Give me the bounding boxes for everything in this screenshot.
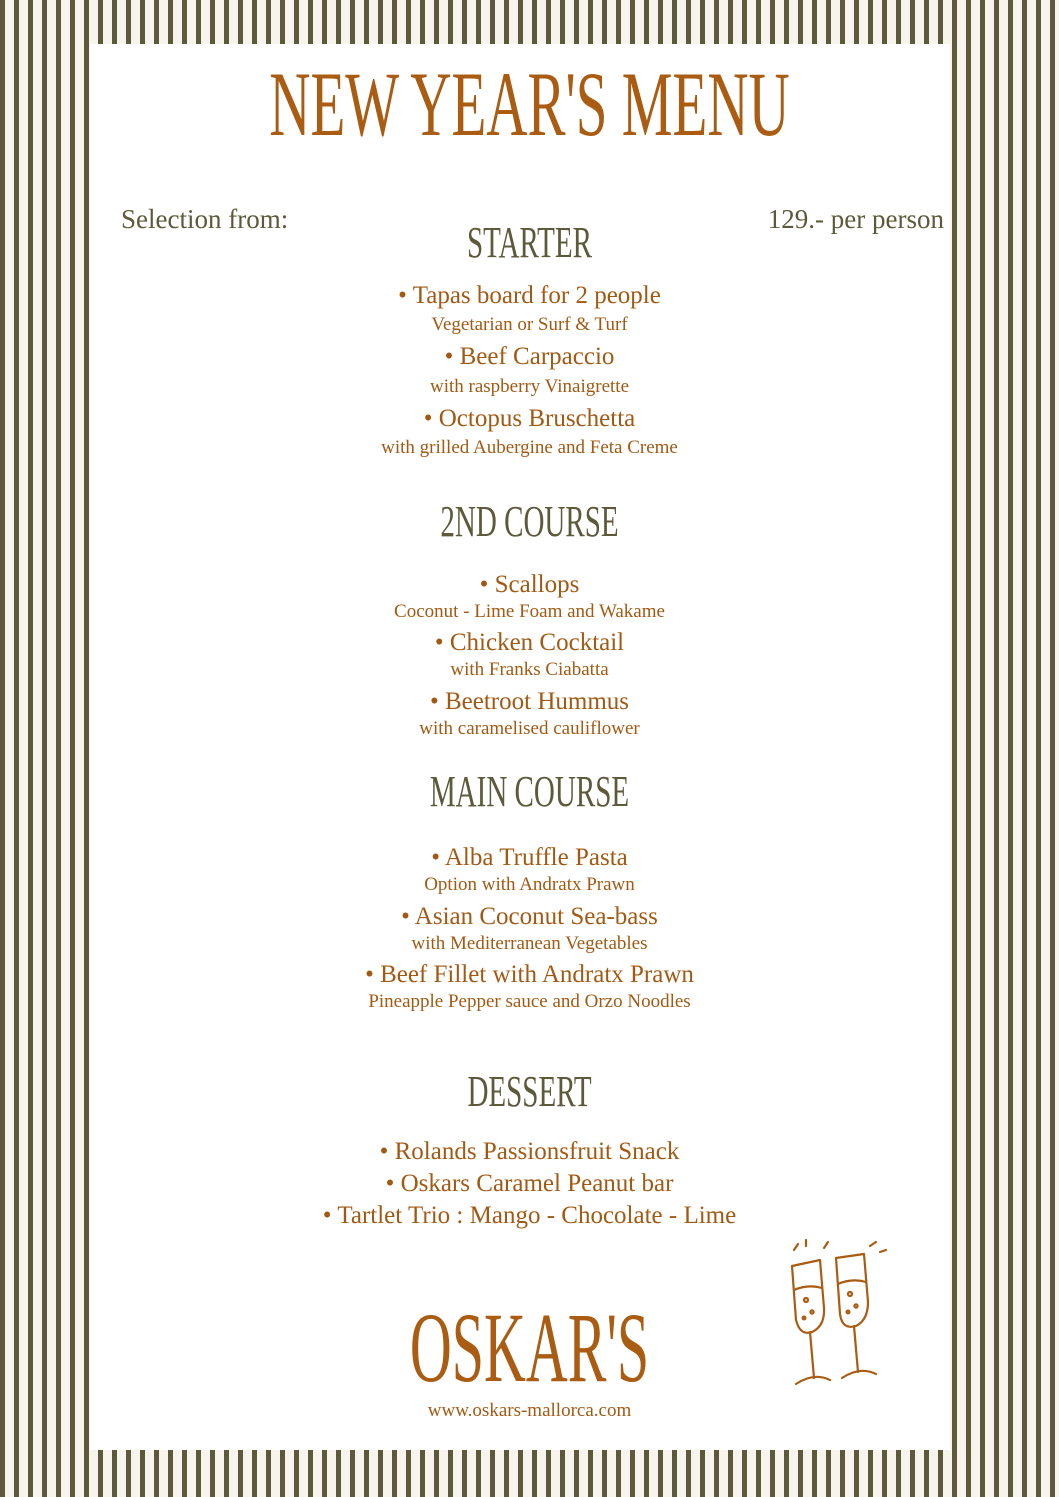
price-label: 129.- per person	[767, 204, 944, 234]
restaurant-logo: OSKAR'S	[409, 1292, 650, 1403]
menu-item: • Tartlet Trio : Mango - Chocolate - Lime	[322, 1202, 737, 1229]
menu-item: • Tapas board for 2 people	[398, 282, 661, 309]
section-heading-dessert: DESSERT	[467, 1067, 592, 1116]
menu-item-description: with grilled Aubergine and Feta Creme	[381, 437, 678, 458]
menu-item: • Octopus Bruschetta	[423, 405, 636, 432]
website-link[interactable]: www.oskars-mallorca.com	[427, 1400, 632, 1421]
menu-item: • Oskars Caramel Peanut bar	[385, 1170, 674, 1197]
menu-item-description: with Franks Ciabatta	[450, 659, 609, 680]
menu-item: • Chicken Cocktail	[434, 629, 625, 656]
menu-item: • Alba Truffle Pasta	[431, 844, 628, 871]
menu-item: • Beef Carpaccio	[444, 343, 615, 370]
menu-item-description: with Mediterranean Vegetables	[411, 933, 648, 954]
section-heading-starter: STARTER	[466, 218, 593, 267]
menu-item: • Rolands Passionsfruit Snack	[379, 1138, 680, 1165]
menu-item-description: Option with Andratx Prawn	[424, 874, 635, 895]
menu-item: • Scallops	[479, 571, 580, 598]
menu-item: • Beef Fillet with Andratx Prawn	[365, 961, 694, 988]
section-heading-2nd-course: 2ND COURSE	[440, 497, 619, 546]
selection-label: Selection from:	[121, 204, 289, 234]
menu-item-description: with caramelised cauliflower	[419, 718, 640, 739]
menu-item: • Asian Coconut Sea-bass	[401, 903, 658, 930]
menu-item-description: Coconut - Lime Foam and Wakame	[394, 601, 665, 622]
menu-item-description: Pineapple Pepper sauce and Orzo Noodles	[368, 991, 691, 1012]
menu-item: • Beetroot Hummus	[429, 688, 629, 715]
menu-item-description: with raspberry Vinaigrette	[430, 376, 629, 397]
section-heading-main-course: MAIN COURSE	[429, 767, 630, 816]
menu-item-description: Vegetarian or Surf & Turf	[431, 314, 628, 335]
menu-title: NEW YEAR'S MENU	[269, 53, 790, 155]
